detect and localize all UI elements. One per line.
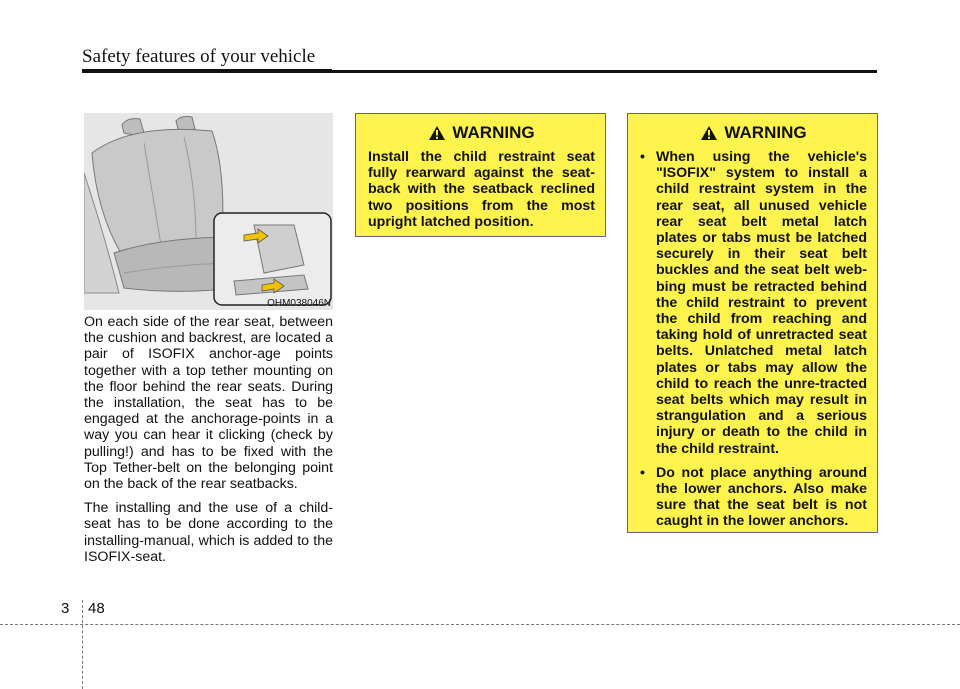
footer-divider	[82, 600, 83, 689]
section-title: Safety features of your vehicle	[82, 46, 316, 67]
body-text	[84, 314, 333, 573]
warning-box-1	[355, 113, 606, 237]
warning-title: WARNING	[724, 122, 807, 142]
figure-code: OHM038046N	[267, 298, 331, 309]
rear-seat-isofix-illustration	[84, 113, 333, 310]
title-rule	[82, 70, 877, 73]
page-number: 48	[88, 600, 105, 617]
warning-triangle-icon	[700, 125, 718, 141]
body-paragraph-2: The installing and the use of a child-seat has to be done according to the installing-manual, which is added to the ISOFIX-seat.	[84, 500, 333, 565]
warning-item: • Do not place anything around the lower anchors. Also make sure that the seat belt is not caught in the lower anchors.	[640, 465, 867, 530]
warning-heading	[368, 124, 595, 142]
warning-item: • When using the vehicle's "ISOFIX" system to install a child restraint system in the rear seat, all unused vehicle rear seat belt metal latch plates or tabs must be latched securely in their seat belt buckles and the seat belt web-bing must be retracted behind the child restraint to prevent the child from reaching and taking hold of unretracted seat belts. Unlatched metal latch plates or tabs may allow the child to reach the unre-tracted seat belts which may result in strangulation and a serious injury or death to the child in the child restraint.	[640, 149, 867, 457]
warning-heading	[640, 124, 867, 142]
warning-triangle-icon	[428, 125, 446, 141]
warning-title: WARNING	[452, 122, 535, 142]
footer-rule	[0, 624, 960, 625]
chapter-number: 3	[61, 600, 70, 617]
warning-text: Install the child restraint seat fully rearward against the seat-back with the seatback reclined two positions from the most upright latched position.	[368, 149, 595, 230]
warning-list	[640, 149, 867, 530]
rear-seat-drawing	[84, 113, 333, 310]
warning-box-2	[627, 113, 878, 533]
body-paragraph-1: On each side of the rear seat, between the cushion and backrest, are located a pair of ISOFIX anchor-age points together with a top tether mounting on the floor behind the rear seats. During the installation, the seat has to be engaged at the anchorage-points in a way you can hear it clicking (check by pulling!) and has to be fixed with the Top Tether-belt on the belonging point on the back of the rear seatbacks.	[84, 314, 333, 493]
